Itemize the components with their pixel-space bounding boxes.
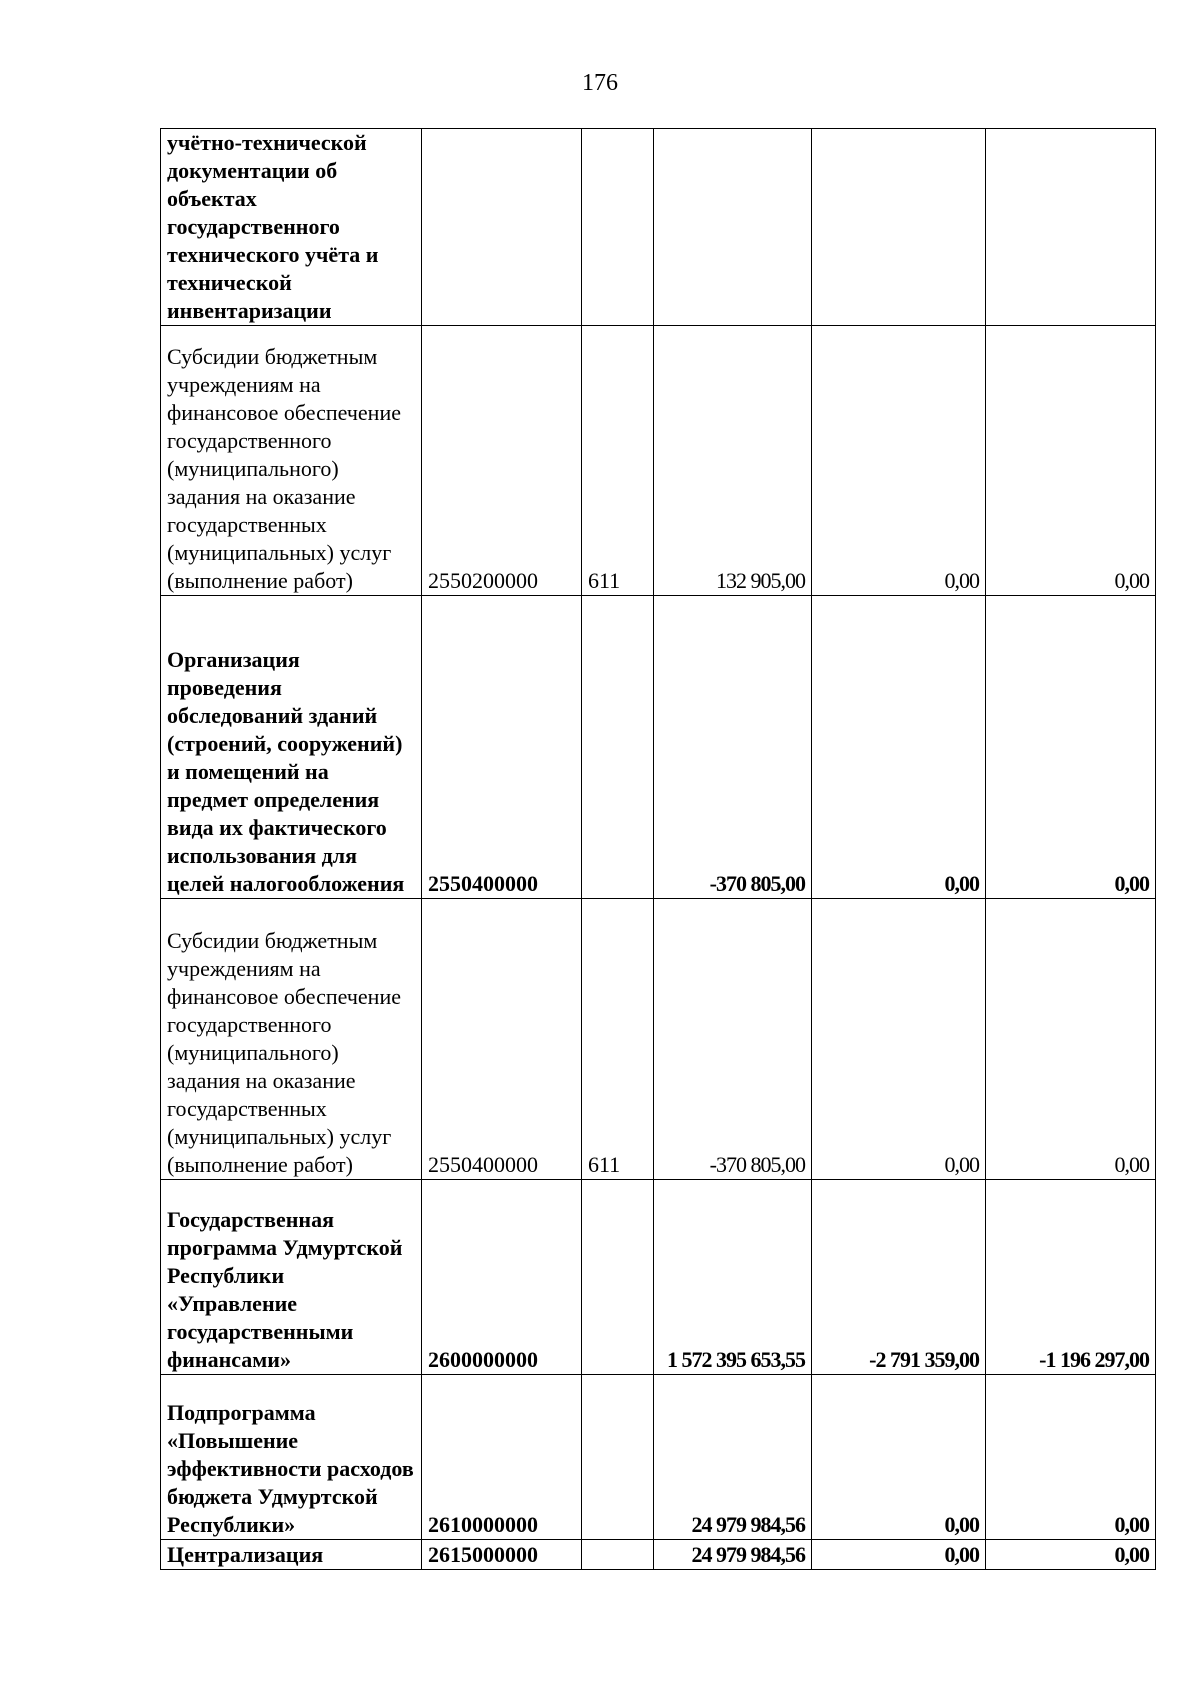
row-name: Субсидии бюджетным учреждениям на финансовое обеспечение государственного (муниципального) задания на оказание государственных (муниципальных) услуг (выполнение работ) [161, 326, 422, 596]
row-vr [582, 1180, 654, 1375]
row-name: учётно-технической документации об объектах государственного технического учёта и технической инвентаризации [161, 129, 422, 326]
budget-table [160, 128, 1156, 1570]
row-vr: 611 [582, 899, 654, 1180]
page-number: 176 [582, 70, 618, 96]
row-code: 2610000000 [422, 1375, 582, 1540]
row-value-2: 0,00 [812, 899, 986, 1180]
row-name: Подпрограмма «Повышение эффективности расходов бюджета Удмуртской Республики» [161, 1375, 422, 1540]
row-value-2: 0,00 [812, 326, 986, 596]
row-name: Организация проведения обследований зданий (строений, сооружений) и помещений на предмет определения вида их фактического использования для целей налогообложения [161, 596, 422, 899]
row-vr [582, 1540, 654, 1570]
row-value-3: 0,00 [986, 899, 1156, 1180]
row-code: 2550200000 [422, 326, 582, 596]
row-vr [582, 1375, 654, 1540]
row-code: 2615000000 [422, 1540, 582, 1570]
row-value-1: 24 979 984,56 [654, 1375, 812, 1540]
row-name: Государственная программа Удмуртской Республики «Управление государственными финансами» [161, 1180, 422, 1375]
table-row [161, 899, 1156, 1180]
row-value-1: 1 572 395 653,55 [654, 1180, 812, 1375]
row-value-3 [986, 129, 1156, 326]
row-value-1: 24 979 984,56 [654, 1540, 812, 1570]
row-value-2 [812, 129, 986, 326]
row-value-3: -1 196 297,00 [986, 1180, 1156, 1375]
row-vr: 611 [582, 326, 654, 596]
table-row [161, 326, 1156, 596]
row-value-1: -370 805,00 [654, 899, 812, 1180]
row-value-2: 0,00 [812, 1375, 986, 1540]
row-value-3: 0,00 [986, 1540, 1156, 1570]
table-row [161, 1540, 1156, 1570]
row-code: 2600000000 [422, 1180, 582, 1375]
row-name: Централизация [161, 1540, 422, 1570]
row-value-1: -370 805,00 [654, 596, 812, 899]
row-code: 2550400000 [422, 899, 582, 1180]
row-value-3: 0,00 [986, 596, 1156, 899]
row-value-1 [654, 129, 812, 326]
row-value-3: 0,00 [986, 326, 1156, 596]
row-value-2: 0,00 [812, 1540, 986, 1570]
row-value-2: -2 791 359,00 [812, 1180, 986, 1375]
row-name: Субсидии бюджетным учреждениям на финансовое обеспечение государственного (муниципального) задания на оказание государственных (муниципальных) услуг (выполнение работ) [161, 899, 422, 1180]
row-value-3: 0,00 [986, 1375, 1156, 1540]
row-vr [582, 596, 654, 899]
row-code: 2550400000 [422, 596, 582, 899]
table-row [161, 1375, 1156, 1540]
table-row [161, 1180, 1156, 1375]
row-value-1: 132 905,00 [654, 326, 812, 596]
row-vr [582, 129, 654, 326]
row-code [422, 129, 582, 326]
row-value-2: 0,00 [812, 596, 986, 899]
table-row [161, 129, 1156, 326]
table-row [161, 596, 1156, 899]
